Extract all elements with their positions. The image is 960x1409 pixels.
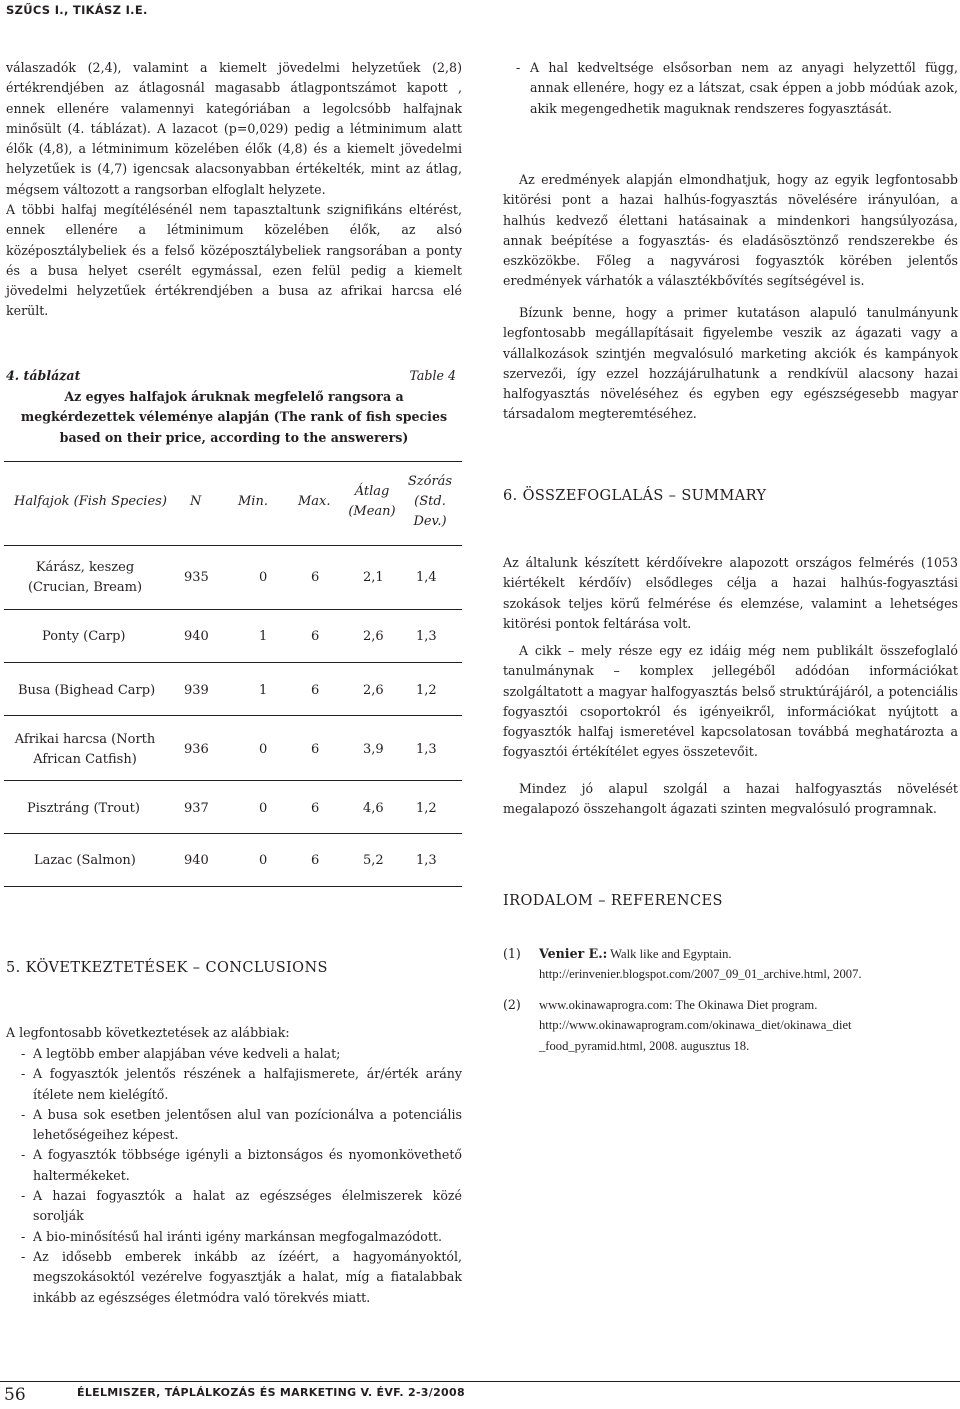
row-divider [4,833,462,834]
list-item: - A fogyasztók többsége igényli a biztonságos és nyomonkövethető haltermékeket. [21,1147,462,1183]
list-item: - Az idősebb emberek inkább az ízéért, a hagyományoktól, megszokásoktól vezérelve fogyasztják a halat, míg a fiatalabbak inkább az egészséges életmódra való törekvés miatt. [21,1248,462,1305]
table-row-mean: 3,9 [363,742,384,757]
list-item: - A bio-minősítésű hal iránti igény markánsan megfogalmazódott. [21,1228,442,1244]
references-heading: IRODALOM – REFERENCES [503,893,723,909]
right-bullet: - A hal kedveltsége elsősorban nem az anyagi helyzettől függ, annak ellenére, hogy ez a látszat, csak éppen a jobb módúak azok, akik megengedhetik maguknak rendszeres fogyasztását. [516,60,958,116]
summary-paragraph-2: A cikk – mely része egy ez idáig még nem publikált összefoglaló tanulmánynak – komplex jellegéből adódóan információkat szolgáltatott a magyar halfogyasztás belső struktúrájáról, a potenciális fogyasztói csoportokról és igényeikről, információkat nyújtott a fogyasztók halfaj ismeretével kapcsolatosan továbbá meghatározta a fogyasztói értékítélet egyes összetevőit. [503,643,958,760]
page-number: 56 [4,1385,26,1405]
reference-title: Walk like and Egyptain. [607,947,732,961]
list-item: - A legtöbb ember alapjában véve kedveli a halat; [21,1046,341,1061]
table-row-max: 6 [311,683,320,698]
header-species: Halfajok (Fish Species) [14,494,167,509]
header-sd: Szórás (Std. Dev.) [407,474,453,529]
table-row-min: 0 [259,570,268,585]
list-item: - A fogyasztók jelentős részének a halfajismerete, ár/érték arány ítélete nem kielégítő. [21,1066,462,1102]
table-row-species: Kárász, keszeg (Crucian, Bream) [27,560,143,595]
table-row-max: 6 [311,570,320,585]
table-row-min: 0 [259,853,268,868]
reference-number: (2) [503,997,521,1012]
header-mean: Átlag (Mean) [348,484,396,519]
table-top-rule [4,461,462,462]
reference-number: (1) [503,946,521,961]
table-row-mean: 2,6 [363,629,384,644]
table-row-mean: 5,2 [363,853,384,868]
reference-title: www.okinawaprogra.com: The Okinawa Diet program. [539,998,818,1012]
table-row-sd: 1,3 [416,629,437,644]
row-divider [4,780,462,781]
running-head: SZŰCS I., TIKÁSZ I.E. [6,3,148,17]
table-row-mean: 4,6 [363,801,384,816]
table-row-n: 940 [184,853,209,868]
table-row-mean: 2,6 [363,683,384,698]
row-divider [4,662,462,663]
table-row-species: Lazac (Salmon) [34,853,136,868]
reference-url[interactable]: http://www.okinawaprogram.com/okinawa_diet/okinawa_diet _food_pyramid.html, 2008. augusztus 18. [539,1018,852,1053]
table-row-sd: 1,3 [416,742,437,757]
summary-paragraph-3: Mindez jó alapul szolgál a hazai halfogyasztás növelését megalapozó összehangolt ágazati szinten megvalósuló programnak. [503,781,958,817]
table-row-sd: 1,3 [416,853,437,868]
table-row-species: Ponty (Carp) [42,629,126,644]
header-n: N [190,494,202,509]
table-row-sd: 1,4 [416,570,437,585]
table-bottom-rule [4,886,462,887]
table-row-n: 936 [184,742,209,757]
summary-heading: 6. ÖSSZEFOGLALÁS – SUMMARY [503,488,767,504]
table-row-min: 1 [259,629,268,644]
table-row-n: 940 [184,629,209,644]
table-row-min: 0 [259,742,268,757]
header-min: Min. [238,494,268,509]
table-row-max: 6 [311,629,320,644]
reference-url[interactable]: http://erinvenier.blogspot.com/2007_09_01_archive.html, 2007. [539,967,862,982]
table-label-hu: 4. táblázat [6,368,81,383]
table-row-n: 939 [184,683,209,698]
table-title: Az egyes halfajok áruknak megfelelő rangsora a megkérdezettek véleménye alapján (The rank of fish species based on their price, according to the answerers) [20,389,448,445]
second-paragraph: A többi halfaj megítélésénél nem tapasztaltunk szignifikáns eltérést, ennek ellenére a létminimum közelében élők, az alsó középosztálybeliek és a felső középosztálybeliek rangsorában a ponty és a busa helyet cserélt egymással, ezen felül pedig a kiemelt jövedelmi helyzetűek értékrendjében a busa az afrikai harcsa elé került. [6,202,462,319]
table-row-max: 6 [311,801,320,816]
table-row-min: 0 [259,801,268,816]
table-row-min: 1 [259,683,268,698]
table-row-mean: 2,1 [363,570,384,585]
intro-paragraph: válaszadók (2,4), valamint a kiemelt jövedelmi helyzetűek (2,8) értékrendjében az átlagosnál magasabb átlagpontszámot kapott , ennek ellenére valamennyi kategóriában a legolcsóbb halfajnak minősült (4. táblázat). A lazacot (p=0,029) pedig a létminimum alatt élők (4,8), a létminimum közelében élők (4,8) és a kiemelt jövedelmi helyzetűek is (4,7) igencsak alacsonyabban értékelték, mint az átlag, mégsem változott a rangsorban elfoglalt helyzete. [6,60,462,197]
table-row-n: 937 [184,801,209,816]
conclusions-heading: 5. KÖVETKEZTETÉSEK – CONCLUSIONS [6,960,328,976]
reference-entry [539,944,959,985]
summary-paragraph-1: Az általunk készített kérdőívekre alapozott országos felmérés (1053 kiértékelt kérdőív) elsődleges célja a hazai halhús-fogyasztási szokások teljes körű felmérése és elemzése, valamint a lehetséges kitörési pontok feltárása volt. [503,555,958,631]
table-label-en: Table 4 [409,368,456,383]
table-row-species: Afrikai harcsa (North African Catfish) [14,732,156,767]
table-row-max: 6 [311,742,320,757]
right-paragraph-2: Bízunk benne, hogy a primer kutatáson alapuló tanulmányunk legfontosabb megállapításait figyelembe veszik az ágazati vagy a vállalkozások szintjén megvalósuló marketing akciók és kampányok szervezői, így ezzel hozzájárulhatunk a rendkívül alacsony hazai halfogyasztás növeléséhez és egyben egy egészségesebb magyar társadalom megteremtéséhez. [503,305,958,422]
right-paragraph-1: Az eredmények alapján elmondhatjuk, hogy az egyik legfontosabb kitörési pont a hazai halhús-fogyasztás növelésére irányulóan, a halhús kedvező élettani hatásainak a mindenkori hangsúlyozása, annak beépítése a fogyasztás- és eladásösztönző rendszerekbe és eszközökbe. Főleg a nagyvárosi fogyasztók körében jelentős eredmények várhatók a választékbővítés segítségével is. [503,172,958,289]
header-max: Max. [298,494,331,509]
reference-entry [539,995,959,1056]
footer-rule [0,1381,960,1382]
table-row-species: Busa (Bighead Carp) [18,683,156,698]
table-header-rule [4,545,462,546]
table-row-max: 6 [311,853,320,868]
conclusions-intro: A legfontosabb következtetések az alábbiak: [6,1025,290,1040]
table-row-species: Pisztráng (Trout) [27,801,140,816]
table-row-n: 935 [184,570,209,585]
journal-footer: ÉLELMISZER, TÁPLÁLKOZÁS ÉS MARKETING V. ÉVF. 2-3/2008 [77,1386,465,1399]
table-row-sd: 1,2 [416,683,437,698]
list-item: - A hazai fogyasztók a halat az egészséges élelmiszerek közé sorolják [21,1188,462,1224]
list-item: - A busa sok esetben jelentősen alul van pozícionálva a potenciális lehetőségeihez képest. [21,1106,462,1143]
reference-author: Venier E.: [539,946,608,961]
row-divider [4,715,462,716]
table-row-sd: 1,2 [416,801,437,816]
conclusions-list [6,1044,462,1308]
row-divider [4,609,462,610]
